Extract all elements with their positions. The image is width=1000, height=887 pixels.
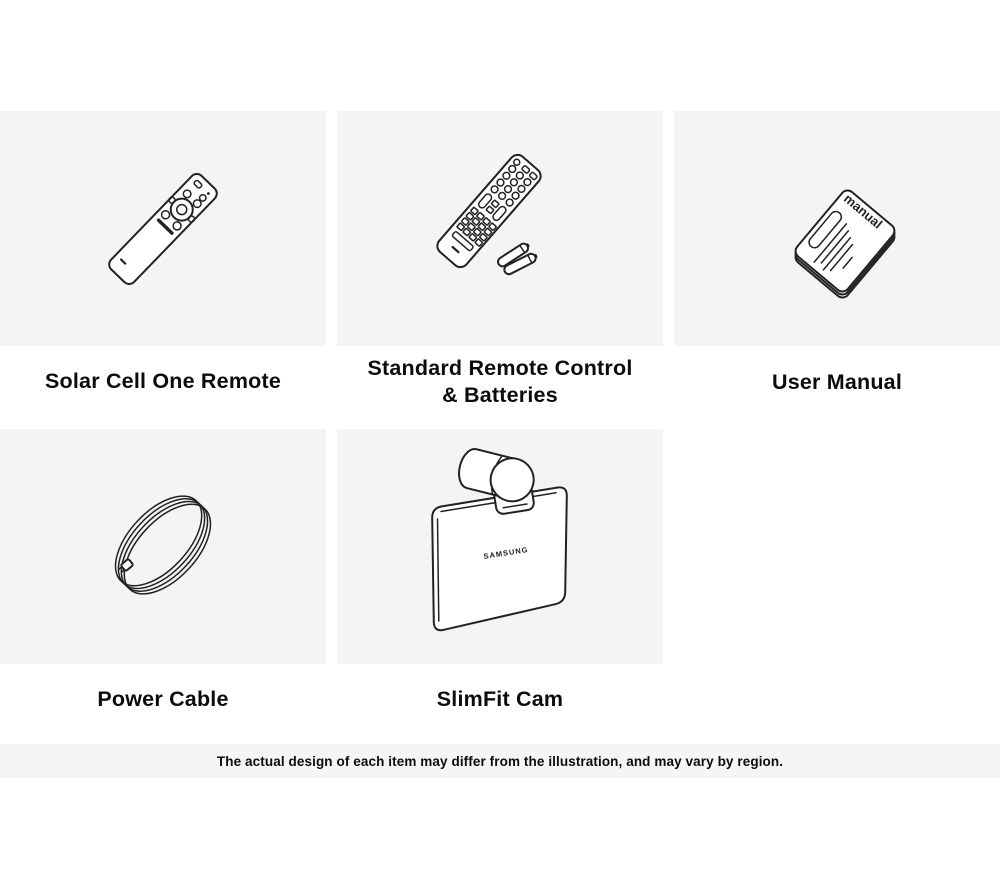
- standard-remote-body: [434, 152, 544, 271]
- cam-brand-text: SAMSUNG: [482, 544, 530, 561]
- solar-remote-illustration: [0, 111, 326, 346]
- accessory-label-line-1: Standard Remote Control: [367, 356, 633, 380]
- manual-cover-text: manual: [840, 190, 886, 232]
- batteries-illustration: [496, 241, 539, 276]
- accessory-tile-slimfit-cam: [337, 429, 663, 664]
- accessory-label-slimfit-cam: SlimFit Cam: [436, 687, 564, 711]
- user-manual-illustration: [674, 111, 1000, 346]
- accessory-label-line-2: & Batteries: [442, 383, 558, 407]
- power-cable-illustration: [0, 429, 326, 664]
- accessory-label-solar-cell-one-remote: Solar Cell One Remote: [45, 369, 281, 393]
- standard-remote-illustration: [337, 111, 663, 346]
- accessory-label-power-cable: Power Cable: [97, 687, 229, 711]
- accessory-tile-standard-remote: [337, 111, 663, 346]
- accessory-tile-power-cable: [0, 429, 326, 664]
- accessory-label-user-manual: User Manual: [771, 370, 903, 394]
- region-disclaimer-text: The actual design of each item may differ from the illustration, and may vary by region.: [216, 753, 784, 769]
- accessory-tile-user-manual: [674, 111, 1000, 346]
- slimfit-cam-illustration: [337, 429, 663, 664]
- accessory-label-standard-remote: [337, 355, 663, 409]
- accessory-tile-solar-cell-one-remote: [0, 111, 326, 346]
- region-disclaimer-band: [0, 744, 1000, 778]
